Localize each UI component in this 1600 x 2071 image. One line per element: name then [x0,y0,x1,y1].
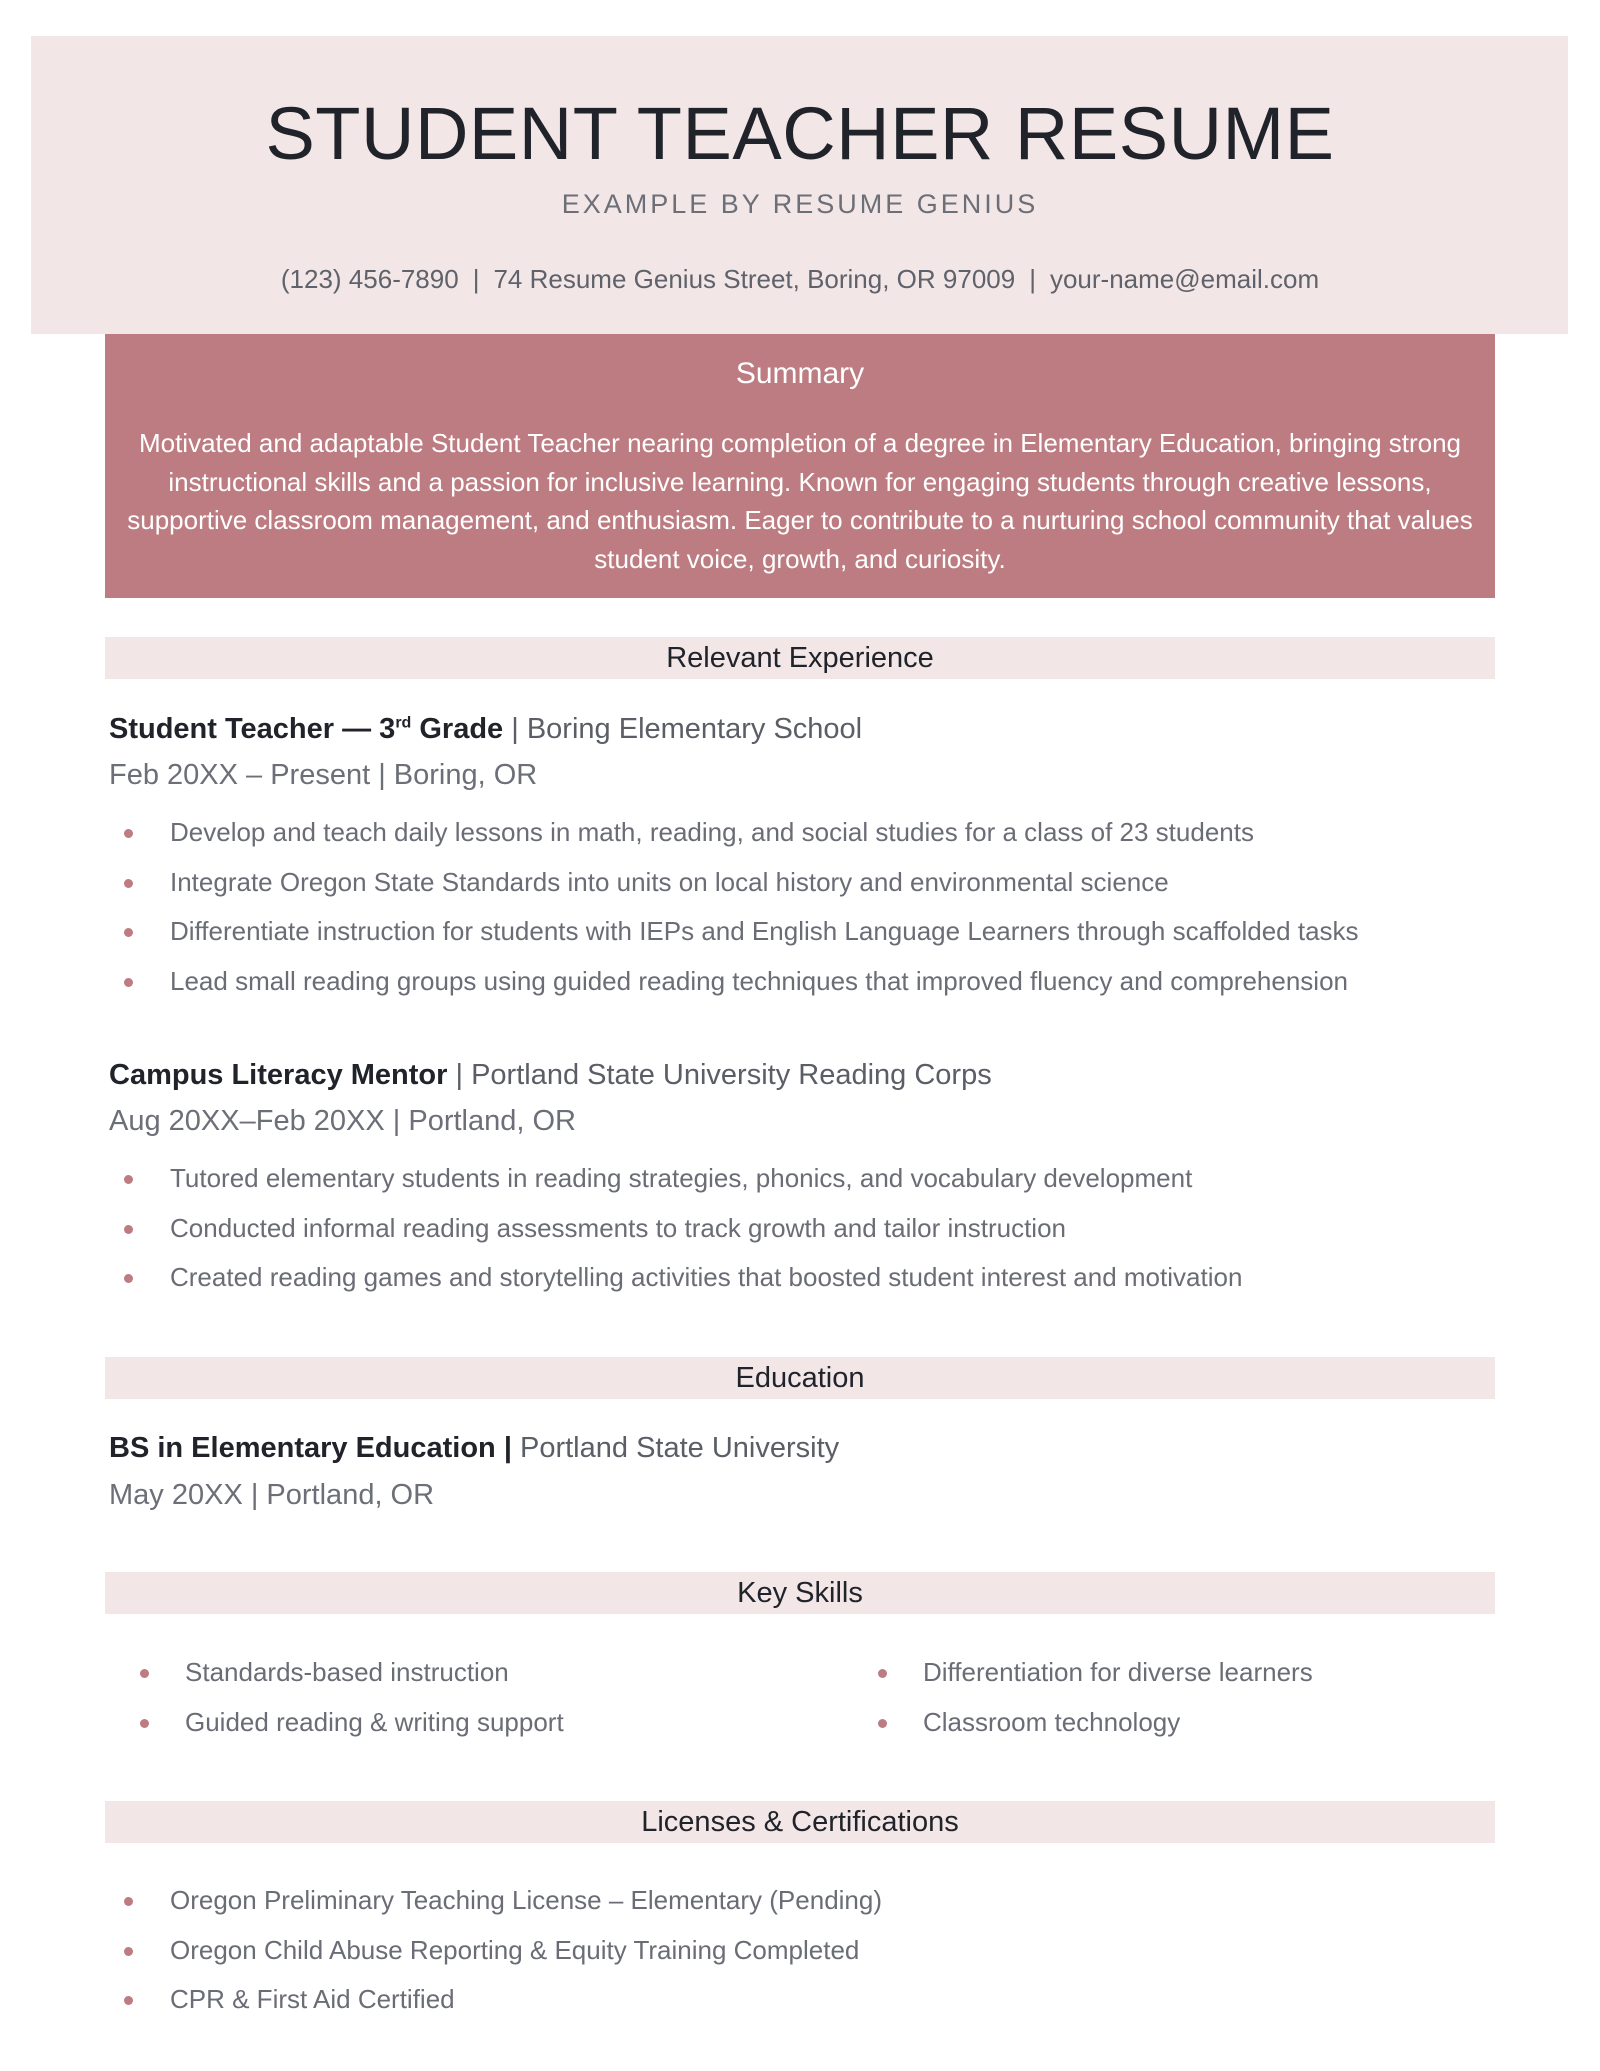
bullet-dot-icon [124,879,133,888]
contact-phone: (123) 456-7890 [280,264,459,294]
list-item [140,1654,564,1704]
certifications-list [109,1882,882,2031]
job-bullets [109,1160,1242,1309]
bullet-dot-icon [124,1175,133,1184]
bullet-text: Develop and teach daily lessons in math, reading, and social studies for a class of 23 students [170,817,1254,847]
resume-subtitle: EXAMPLE BY RESUME GENIUS [561,189,1039,219]
list-item [140,1704,564,1754]
list-item [109,1160,1242,1210]
job-title-end: Grade [411,713,504,745]
job-title-literacy-mentor [109,1055,992,1095]
list-item [109,864,1359,914]
contact-separator: | [472,264,480,294]
job-title-main: Student Teacher — 3 [109,713,396,745]
experience-heading: Relevant Experience [105,637,1495,679]
education-heading: Education [105,1357,1495,1399]
summary-section [105,334,1495,598]
education-meta: May 20XX | Portland, OR [109,1479,435,1511]
education-degree: BS in Elementary Education | [109,1432,512,1464]
bullet-text: Differentiate instruction for students with IEPs and English Language Learners through scaffolded tasks [170,916,1359,946]
education-school: Portland State University [511,1432,840,1464]
list-item [878,1704,1313,1754]
job-title-student-teacher [109,709,862,749]
job-meta: Aug 20XX–Feb 20XX | Portland, OR [109,1105,576,1137]
skills-left-column [140,1654,564,1754]
contact-email: your-name@email.com [1049,264,1320,294]
bullet-dot-icon [878,1719,887,1728]
job-title-main: Campus Literacy Mentor [109,1059,448,1091]
bullet-dot-icon [124,1947,133,1956]
bullet-text: Tutored elementary students in reading strategies, phonics, and vocabulary development [170,1163,1193,1193]
contact-separator: | [1029,264,1036,294]
job-bullets [109,814,1359,1012]
certification-text: Oregon Child Abuse Reporting & Equity Training Completed [170,1934,860,1965]
job-title-superscript: rd [395,714,412,732]
bullet-dot-icon [124,928,133,937]
list-item [109,1882,882,1932]
contact-address: 74 Resume Genius Street, Boring, OR 97009 [493,264,1016,294]
job-meta: Feb 20XX – Present | Boring, OR [109,759,538,791]
list-item [109,963,1359,1013]
bullet-text: Lead small reading groups using guided reading techniques that improved fluency and comprehension [170,965,1348,996]
skills-right-column [878,1654,1313,1754]
list-item [109,1932,882,1982]
job-org: | Boring Elementary School [503,713,863,745]
list-item [109,1259,1242,1309]
bullet-text: Created reading games and storytelling activities that boosted student interest and motivation [170,1262,1243,1292]
contact-line [0,261,1600,297]
bullet-dot-icon [124,1996,133,2005]
skill-text: Standards-based instruction [185,1657,509,1687]
list-item [109,1981,882,2031]
skill-text: Guided reading & writing support [185,1707,564,1737]
list-item [109,1210,1242,1260]
skills-heading: Key Skills [105,1572,1495,1614]
bullet-dot-icon [124,1274,133,1283]
bullet-dot-icon [124,978,133,987]
certification-text: Oregon Preliminary Teaching License – Elementary (Pending) [170,1885,883,1915]
job-org: | Portland State University Reading Corps [447,1059,992,1091]
bullet-dot-icon [124,1225,133,1234]
bullet-dot-icon [124,1897,133,1906]
bullet-dot-icon [124,829,133,838]
resume-title: STUDENT TEACHER RESUME [265,92,1335,175]
bullet-text: Conducted informal reading assessments to track growth and tailor instruction [170,1212,1066,1243]
bullet-dot-icon [878,1669,887,1678]
summary-heading: Summary [735,357,865,390]
bullet-dot-icon [140,1669,149,1678]
certification-text: CPR & First Aid Certified [170,1984,455,2014]
bullet-text: Integrate Oregon State Standards into units on local history and environmental science [170,866,1169,897]
list-item [109,814,1359,864]
list-item [878,1654,1313,1704]
certifications-heading: Licenses & Certifications [105,1801,1495,1843]
bullet-dot-icon [140,1719,149,1728]
skill-text: Classroom technology [923,1707,1181,1737]
summary-text: Motivated and adaptable Student Teacher nearing completion of a degree in Elementary Education, bringing strong instructional skills and a passion for inclusive learning. Known for engaging students through creative lessons, supportive classroom management, and enthusiasm. Eager to contribute to a nurturing school community that values student voice, growth, and curiosity. [127,428,1473,574]
skill-text: Differentiation for diverse learners [923,1657,1313,1687]
education-degree-line [109,1428,839,1468]
list-item [109,913,1359,963]
